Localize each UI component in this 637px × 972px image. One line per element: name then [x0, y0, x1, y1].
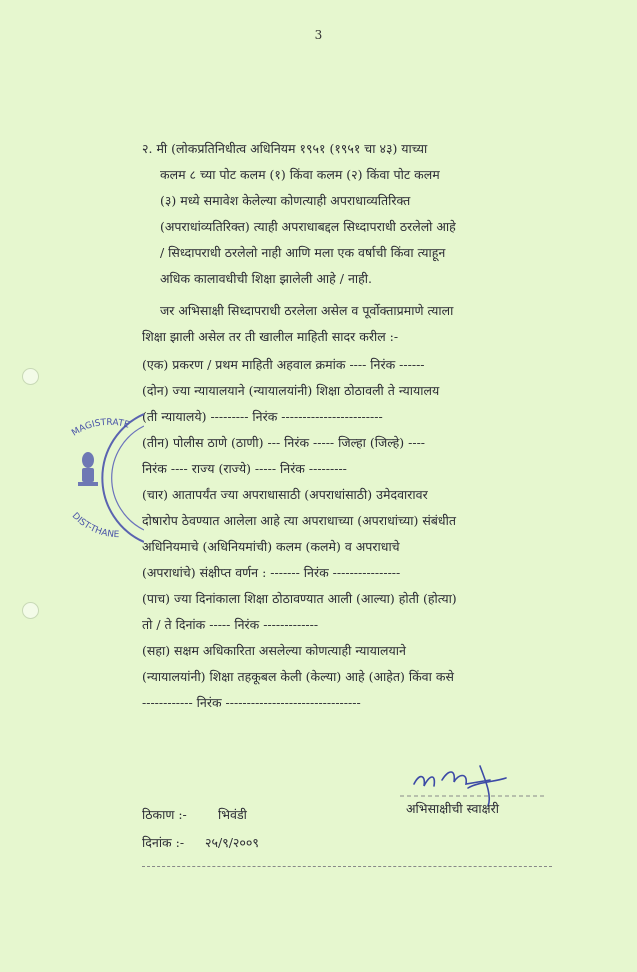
- text-line: जर अभिसाक्षी सिध्दापराधी ठरलेला असेल व पूर्वोक्ताप्रमाणे त्याला: [160, 303, 454, 318]
- list-item: (पाच) ज्या दिनांकाला शिक्षा ठोठावण्यात आली (आल्या) होती (होत्या): [142, 591, 457, 606]
- list-item: तो / ते दिनांक ----- निरंक -------------: [142, 617, 319, 632]
- punch-hole: [22, 368, 39, 385]
- list-item: दोषारोप ठेवण्यात आलेला आहे त्या अपराधाच्या (अपराधांच्या) संबंधीत: [142, 513, 456, 528]
- seal-inner-ring: [112, 426, 144, 530]
- magistrate-seal: [60, 396, 144, 544]
- bottom-divider: [142, 866, 552, 867]
- seal-top-text: MAGISTRATE: [70, 417, 131, 439]
- list-item: निरंक ---- राज्य (राज्ये) ----- निरंक ---------: [142, 461, 347, 476]
- list-item: ------------ निरंक --------------------------------: [142, 695, 361, 710]
- text-line: (अपराधांव्यतिरिक्त) त्याही अपराधाबद्दल सिध्दापराधी ठरलेलो आहे: [160, 219, 456, 234]
- place-label: ठिकाण :-: [142, 807, 187, 822]
- signature-label: अभिसाक्षीची स्वाक्षरी: [406, 801, 499, 816]
- emblem-icon: [78, 452, 98, 486]
- page-number: 3: [314, 28, 323, 42]
- list-item: (न्यायालयांनी) शिक्षा तहकूबल केली (केल्या) आहे (आहेत) किंवा कसे: [142, 669, 454, 684]
- punch-hole: [22, 602, 39, 619]
- text-line: शिक्षा झाली असेल तर ती खालील माहिती सादर करील :-: [142, 329, 399, 344]
- text-line: अधिक कालावधीची शिक्षा झालेली आहे / नाही.: [160, 271, 372, 286]
- list-item: (अपराधांचे) संक्षीप्त वर्णन : ------- निरंक ----------------: [142, 565, 401, 580]
- list-item: (एक) प्रकरण / प्रथम माहिती अहवाल क्रमांक ---- निरंक ------: [142, 357, 425, 372]
- text-line: २. मी (लोकप्रतिनिधीत्व अधिनियम १९५१ (१९५१ चा ४३) याच्या: [142, 141, 428, 156]
- text-line: कलम ८ च्या पोट कलम (१) किंवा कलम (२) किंवा पोट कलम: [160, 167, 440, 182]
- text-line: / सिध्दापराधी ठरलेलो नाही आणि मला एक वर्षाची किंवा त्याहून: [160, 245, 446, 260]
- list-item: (तीन) पोलीस ठाणे (ठाणी) --- निरंक ----- जिल्हा (जिल्हे) ----: [142, 435, 426, 450]
- date-label: दिनांक :-: [142, 835, 185, 850]
- place-value: भिवंडी: [218, 807, 247, 822]
- list-item: (सहा) सक्षम अधिकारिता असलेल्या कोणत्याही न्यायालयाने: [142, 643, 406, 658]
- list-item: (ती न्यायालये) --------- निरंक ------------------------: [142, 409, 383, 424]
- list-item: (चार) आतापर्यंत ज्या अपराधासाठी (अपराधांसाठी) उमेदवारावर: [142, 487, 428, 502]
- text-line: (३) मध्ये समावेश केलेल्या कोणत्याही अपराधाव्यतिरिक्त: [160, 193, 411, 208]
- list-item: अधिनियमाचे (अधिनियमांची) कलम (कलमे) व अपराधाचे: [142, 539, 400, 554]
- date-value: २५/९/२००९: [205, 835, 259, 850]
- seal-bottom-text: DIST-THANE: [69, 511, 120, 541]
- seal-outer-ring: [102, 414, 144, 542]
- list-item: (दोन) ज्या न्यायालयाने (न्यायालयांनी) शिक्षा ठोठावली ते न्यायालय: [142, 383, 440, 398]
